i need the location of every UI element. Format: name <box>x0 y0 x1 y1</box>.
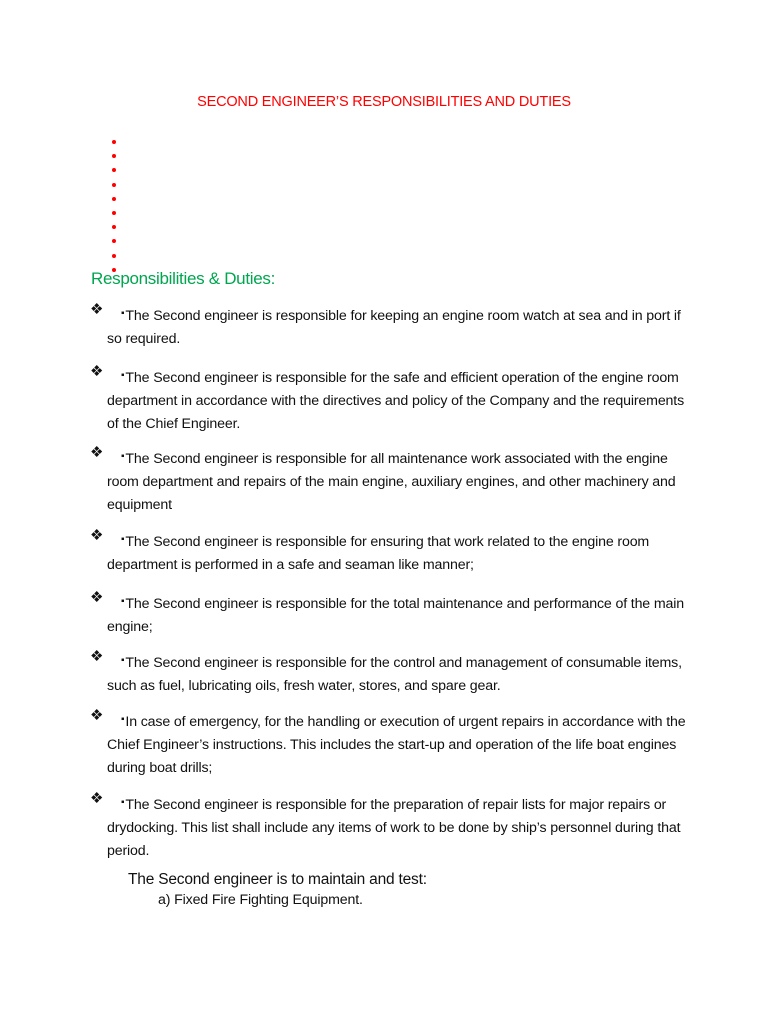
responsibility-text: The Second engineer is responsible for the total maintenance and performance of the main engine; <box>107 596 684 635</box>
responsibility-item <box>90 528 690 577</box>
sub-item: a) Fixed Fire Fighting Equipment. <box>158 892 363 908</box>
small-square-icon: ▪ <box>121 451 125 462</box>
small-square-icon: ▪ <box>121 370 125 381</box>
diamond-quad-icon: ❖ <box>90 589 104 606</box>
red-dot-icon <box>112 183 116 187</box>
red-dot-icon <box>112 168 116 172</box>
red-dot-icon <box>112 254 116 258</box>
section-heading: Responsibilities & Duties: <box>91 269 276 288</box>
red-dot-icon <box>112 154 116 158</box>
responsibility-item <box>90 364 690 436</box>
responsibility-list <box>90 302 690 873</box>
red-dot-icon <box>112 225 116 229</box>
responsibility-item <box>90 649 690 698</box>
small-square-icon: ▪ <box>121 714 125 725</box>
responsibility-text: The Second engineer is responsible for keeping an engine room watch at sea and in port if so required. <box>107 308 681 347</box>
sub-heading: The Second engineer is to maintain and test: <box>128 871 427 888</box>
responsibility-text: In case of emergency, for the handling or execution of urgent repairs in accordance with the Chief Engineer’s instructions. This includes the start-up and operation of the life boat engines during boat drills; <box>107 714 686 776</box>
diamond-quad-icon: ❖ <box>90 444 104 461</box>
small-square-icon: ▪ <box>121 534 125 545</box>
red-dot-list <box>112 140 116 282</box>
diamond-quad-icon: ❖ <box>90 363 104 380</box>
responsibility-item <box>90 590 690 639</box>
responsibility-item <box>90 302 690 351</box>
diamond-quad-icon: ❖ <box>90 527 104 544</box>
responsibility-item <box>90 791 690 863</box>
responsibility-item <box>90 708 690 780</box>
document-title: SECOND ENGINEER’S RESPONSIBILITIES AND DUTIES <box>197 94 571 110</box>
red-dot-icon <box>112 197 116 201</box>
small-square-icon: ▪ <box>121 797 125 808</box>
responsibility-text: The Second engineer is responsible for the preparation of repair lists for major repairs or drydocking. This list shall include any items of work to be done by ship’s personnel during that period. <box>107 797 681 859</box>
red-dot-icon <box>112 239 116 243</box>
responsibility-text: The Second engineer is responsible for ensuring that work related to the engine room department is performed in a safe and seaman like manner; <box>107 534 650 573</box>
responsibility-text: The Second engineer is responsible for all maintenance work associated with the engine room department and repairs of the main engine, auxiliary engines, and other machinery and equipment <box>107 451 676 513</box>
small-square-icon: ▪ <box>121 308 125 319</box>
diamond-quad-icon: ❖ <box>90 790 104 807</box>
diamond-quad-icon: ❖ <box>90 648 104 665</box>
responsibility-item <box>90 445 690 517</box>
red-dot-icon <box>112 140 116 144</box>
red-dot-icon <box>112 211 116 215</box>
responsibility-text: The Second engineer is responsible for the safe and efficient operation of the engine room department in accordance with the directives and policy of the Company and the requirements of the Chief Engineer. <box>107 370 685 432</box>
diamond-quad-icon: ❖ <box>90 707 104 724</box>
diamond-quad-icon: ❖ <box>90 301 104 318</box>
responsibility-text: The Second engineer is responsible for the control and management of consumable items, such as fuel, lubricating oils, fresh water, stores, and spare gear. <box>107 655 682 694</box>
small-square-icon: ▪ <box>121 655 125 666</box>
small-square-icon: ▪ <box>121 596 125 607</box>
